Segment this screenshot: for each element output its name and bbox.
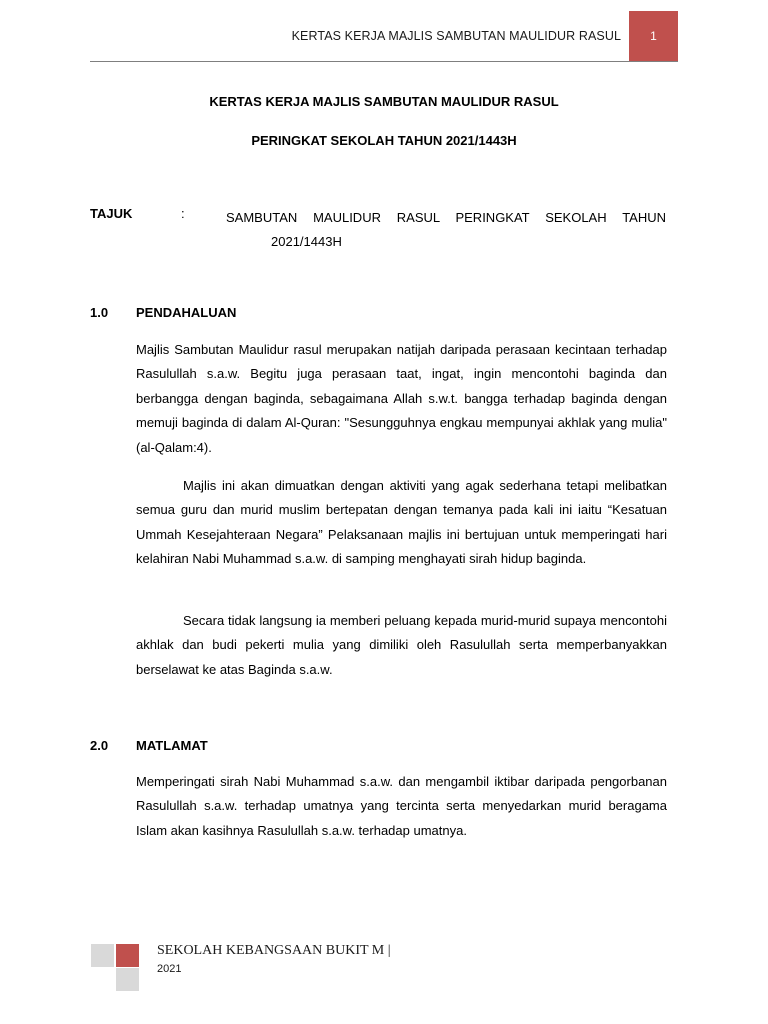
footer-square-red xyxy=(116,944,139,967)
section-heading: MATLAMAT xyxy=(136,738,208,753)
footer-year: 2021 xyxy=(157,963,182,975)
paragraph: Memperingati sirah Nabi Muhammad s.a.w. dan mengambil iktibar daripada pengorbanan Rasulullah s.a.w. terhadap umatnya yang tercinta serta menyedarkan murid beragama Islam akan kasihnya Rasulullah s.a.w. terhadap umatnya. xyxy=(136,774,667,838)
header-rule xyxy=(90,61,678,62)
tajuk-value-line2: 2021/1443H xyxy=(271,234,342,249)
section-number: 2.0 xyxy=(90,738,109,753)
page-number-badge xyxy=(629,11,678,61)
paragraph: Majlis ini akan dimuatkan dengan aktiviti yang agak sederhana tetapi melibatkan semua guru dan murid muslim bertepatan dengan temanya pada kali ini iaitu “Kesatuan Ummah Kesejahteraan Negara” Pelaksanaan majlis ini bertujuan untuk memperingati hari kelahiran Nabi Muhammad s.a.w. di samping menghayati sirah hidup baginda. xyxy=(136,478,667,567)
document-title: KERTAS KERJA MAJLIS SAMBUTAN MAULIDUR RASUL xyxy=(209,94,559,109)
tajuk-value-line1: SAMBUTAN MAULIDUR RASUL PERINGKAT SEKOLAH TAHUN xyxy=(226,210,666,225)
section-number: 1.0 xyxy=(90,305,109,320)
paragraph: Secara tidak langsung ia memberi peluang kepada murid-murid supaya mencontohi akhlak dan budi pekerti mulia yang dimiliki oleh Rasulullah serta memperbanyakkan berselawat ke atas Baginda s.a.w. xyxy=(136,613,667,677)
section-heading: PENDAHALUAN xyxy=(136,305,237,320)
header-running-title: KERTAS KERJA MAJLIS SAMBUTAN MAULIDUR RASUL xyxy=(291,29,621,43)
tajuk-colon: : xyxy=(181,206,185,221)
paragraph: Majlis Sambutan Maulidur rasul merupakan natijah daripada perasaan kecintaan terhadap Rasulullah s.a.w. Begitu juga perasaan taat, ingat, ingin mencontohi baginda dan berbangga dengan baginda, sebagaimana Allah s.w.t. bangga terhadap baginda dengan memuji baginda di dalam Al-Quran: "Sesungguhnya engkau mempunyai akhlak yang mulia" (al-Qalam:4). xyxy=(136,342,667,455)
footer-school-name: SEKOLAH KEBANGSAAN BUKIT M | xyxy=(157,943,391,958)
footer-square-grey xyxy=(116,968,139,991)
page-number: 1 xyxy=(650,29,657,43)
document-subtitle: PERINGKAT SEKOLAH TAHUN 2021/1443H xyxy=(251,133,517,148)
tajuk-label: TAJUK xyxy=(90,206,133,221)
footer-square-grey xyxy=(91,944,114,967)
